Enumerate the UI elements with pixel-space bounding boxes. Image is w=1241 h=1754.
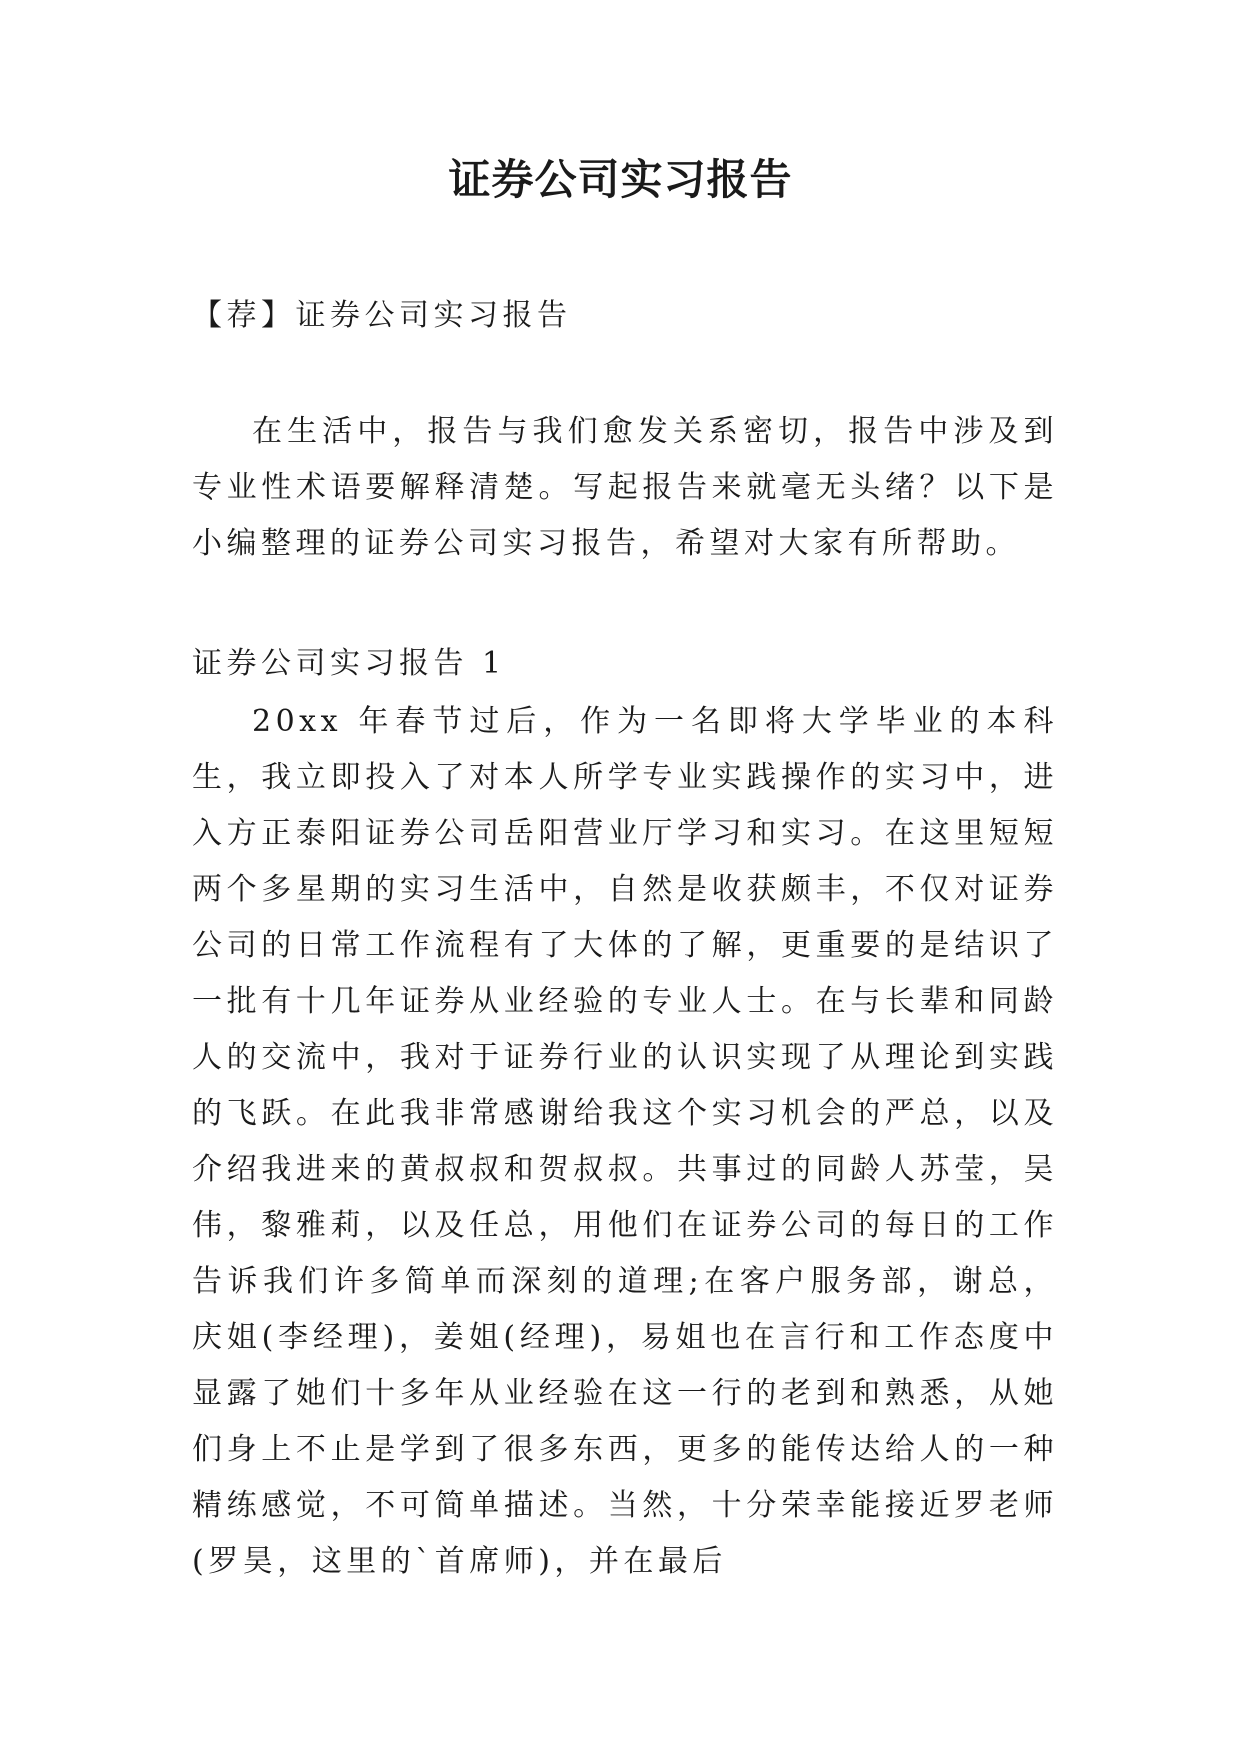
report-body-paragraph: 20xx 年春节过后，作为一名即将大学毕业的本科生，我立即投入了对本人所学专业实践操作的实习中，进入方正泰阳证券公司岳阳营业厅学习和实习。在这里短短两个多星期的实习生活中，自然是收获颇丰，不仅对证券公司的日常工作流程有了大体的了解，更重要的是结识了一批有十几年证券从业经验的专业人士。在与长辈和同龄人的交流中，我对于证券行业的认识实现了从理论到实践的飞跃。在此我非常感谢给我这个实习机会的严总，以及介绍我进来的黄叔叔和贺叔叔。共事过的同龄人苏莹，吴伟，黎雅莉，以及任总，用他们在证券公司的每日的工作告诉我们许多简单而深刻的道理;在客户服务部，谢总，庆姐(李经理)，姜姐(经理)，易姐也在言行和工作态度中显露了她们十多年从业经验在这一行的老到和熟悉，从她们身上不止是学到了很多东西，更多的能传达给人的一种精练感觉，不可简单描述。当然，十分荣幸能接近罗老师(罗昊，这里的`首席师)，并在最后 <box>192 704 1058 1579</box>
recommend-line: 【荐】证券公司实习报告 <box>192 298 572 333</box>
section-heading: 证券公司实习报告 1 <box>192 646 506 681</box>
intro-paragraph: 在生活中，报告与我们愈发关系密切，报告中涉及到专业性术语要解释清楚。写起报告来就毫无头绪？以下是小编整理的证券公司实习报告，希望对大家有所帮助。 <box>192 414 1058 561</box>
document-title: 证券公司实习报告 <box>448 155 793 204</box>
